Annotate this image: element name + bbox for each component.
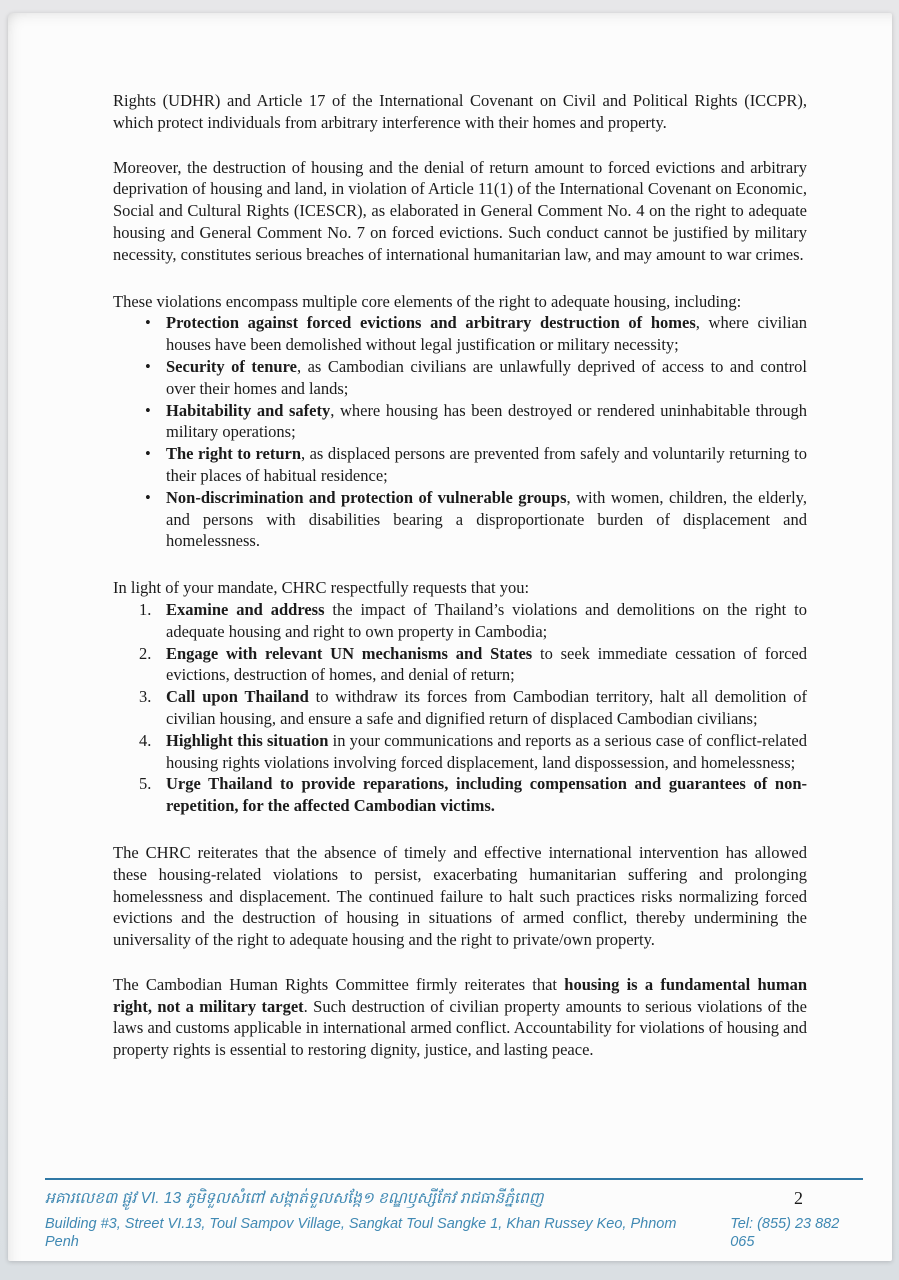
bullet-rest: , with women, children, the elderly, and persons with disabilities bearing a disproportionate burden of displacement and homelessness. [166,487,807,551]
request-rest: in your communications and reports as a serious case of conflict-related housing rights violations involving forced displacement, land dispossession, and homelessness; [166,730,807,772]
footer-address-english: Building #3, Street VI.13, Toul Sampov Village, Sangkat Toul Sangke 1, Khan Russey Keo, Phnom Penh [45,1216,677,1250]
document-page [8,13,892,1261]
request-lead-bold: Urge Thailand to provide reparations, including compensation and guarantees of non-repetition, for the affected Cambodian victims. [166,774,807,816]
bullet-lead-bold: The right to return [166,444,302,464]
bullet-non-discrimination [113,487,807,552]
footer-address-khmer: អគារលេខ៣ ផ្លូវ VI. 13 ភូមិទួលសំពៅ សង្កាត់ទួលសង្កែ១ ខណ្ឌឫស្សីកែវ រាជធានីភ្នំពេញ [45,1190,544,1207]
bullet-rest: , as Cambodian civilians are unlawfully deprived of access to and control over their homes and lands; [166,356,807,398]
p5-bold: housing is a fundamental human right, not a military target [113,974,808,1016]
bullet-security-of-tenure [113,356,807,400]
bullet-rest: , where civilian houses have been demolished without legal justification or military necessity; [166,313,807,355]
request-engage [113,643,807,687]
request-highlight [113,730,807,774]
bullet-lead-bold: Protection against forced evictions and arbitrary destruction of homes [166,313,696,333]
bullet-lead-bold: Non-discrimination and protection of vulnerable groups [166,487,567,507]
request-lead-bold: Call upon Thailand [166,687,309,707]
request-lead-bold: Examine and address [166,599,325,619]
paragraph-chrc-reiterates: The CHRC reiterates that the absence of timely and effective international intervention has allowed these housing-related violations to persist, exacerbating humanitarian suffering and prolonging homelessness and displacement. The continued failure to halt such practices risks normalizing forced evictions and the destruction of housing in situations of armed conflict, thereby undermining the universality of the right to adequate housing and the right to private/own property. [113,842,807,950]
request-lead-bold: Engage with relevant UN mechanisms and States [166,643,533,663]
bullet-list-intro: These violations encompass multiple core elements of the right to adequate housing, including: [113,291,742,311]
footer-english-row [45,1215,863,1251]
request-call-upon [113,686,807,730]
bullet-protection [113,312,807,356]
request-examine [113,599,807,643]
footer-telephone: Tel: (855) 23 882 065 [730,1216,840,1250]
page-number: 2 [794,1188,803,1208]
paragraph-udhr-iccpr: Rights (UDHR) and Article 17 of the International Covenant on Civil and Political Rights (ICCPR), which protect individuals from arbitrary interference with their homes and property. [113,91,807,132]
request-rest: to withdraw its forces from Cambodian territory, halt all demolition of civilian housing, and ensure a safe and dignified return of displaced Cambodian civilians; [166,687,807,728]
p5-post: . Such destruction of civilian property amounts to serious violations of the laws and customs applicable in international armed conflict. Accountability for violations of housing and property rights is essential to restoring dignity, justice, and lasting peace. [113,996,808,1060]
request-lead-bold: Highlight this situation [166,730,329,750]
requests-intro: In light of your mandate, CHRC respectfully requests that you: [113,578,530,598]
bullet-habitability [113,400,807,444]
footer-divider-line [45,1178,863,1180]
footer-khmer-row [45,1188,863,1210]
bullet-rest: , where housing has been destroyed or rendered uninhabitable through military operations; [166,400,807,442]
request-rest: the impact of Thailand’s violations and demolitions on the right to adequate housing and right to own property in Cambodia; [166,599,807,641]
core-elements-bullet-list [113,312,807,552]
requests-numbered-list [113,599,807,817]
bullet-lead-bold: Security of tenure [166,356,297,376]
letterhead-footer [45,1178,863,1251]
request-rest: to seek immediate cessation of forced evictions, destruction of homes, and denial of return; [166,643,807,685]
paragraph-forced-evictions: Moreover, the destruction of housing and the denial of return amount to forced evictions and arbitrary deprivation of housing and land, in violation of Article 11(1) of the International Covenant on Economic, Social and Cultural Rights (ICESCR), as elaborated in General Comment No. 4 on the right to adequate housing and General Comment No. 7 on forced evictions. Such conduct cannot be justified by military necessity, constitutes serious breaches of international humanitarian law, and may amount to war crimes. [113,157,807,264]
letter-body [8,13,892,1061]
request-urge-reparations [113,773,807,817]
bullet-rest: , as displaced persons are prevented from safely and voluntarily returning to their places of habitual residence; [166,444,807,485]
bullet-lead-bold: Habitability and safety [166,400,331,420]
bullet-right-to-return [113,443,807,487]
p5-pre: The Cambodian Human Rights Committee firmly reiterates that [113,974,565,994]
paragraph-fundamental-right [113,974,807,1061]
